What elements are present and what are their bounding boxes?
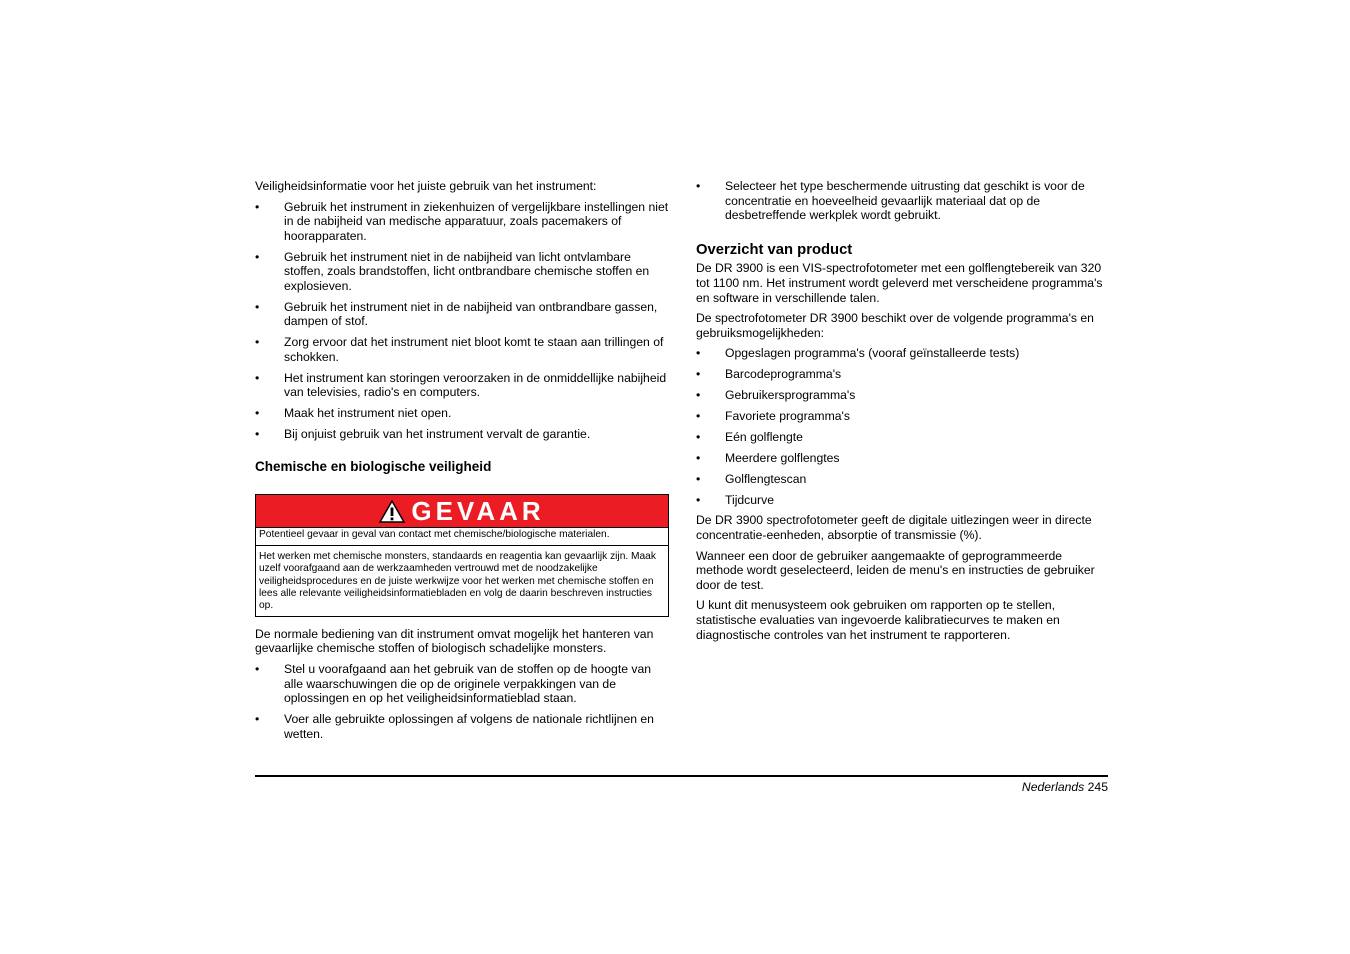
page-number: 245	[1087, 780, 1108, 794]
list-item-text: Meerdere golflengtes	[725, 450, 840, 465]
product-overview-heading: Overzicht van product	[696, 241, 853, 258]
protection-list	[696, 179, 1110, 223]
chem-safety-list	[255, 662, 669, 741]
list-item	[696, 493, 1110, 508]
overview-paragraph-3: De DR 3900 spectrofotometer geeft de digitale uitlezingen weer in directe concentratie-eenheden, absorptie of transmissie (%).	[696, 513, 1092, 543]
bullet-icon: •	[696, 367, 701, 382]
list-item	[696, 430, 1110, 445]
bullet-icon: •	[696, 179, 701, 193]
danger-details: Het werken met chemische monsters, standaards en reagentia kan gevaarlijk zijn. Maak uzelf voorafgaand aan de werkzaamheden vertrouwd met de noodzakelijke veiligheidsprocedures en de juiste werkwijze voor het werken met chemische stoffen en lees alle relevante veiligheidsinformatiebladen en volg de daarin beschreven instructies op.	[259, 550, 656, 612]
bullet-icon: •	[255, 370, 260, 385]
list-item	[255, 406, 669, 421]
page-footer	[1022, 780, 1108, 794]
list-item	[696, 451, 1110, 466]
bullet-icon: •	[255, 406, 260, 421]
bullet-icon: •	[255, 335, 260, 350]
list-item	[696, 472, 1110, 487]
list-item	[696, 346, 1110, 361]
list-item-text: Bij onjuist gebruik van het instrument vervalt de garantie.	[284, 427, 591, 442]
list-item-text: Opgeslagen programma's (vooraf geïnstalleerde tests)	[725, 346, 1020, 361]
list-item-text: Voer alle gebruikte oplossingen af volgens de nationale richtlijnen en wetten.	[284, 711, 654, 741]
chem-bio-heading: Chemische en biologische veiligheid	[255, 458, 492, 474]
list-item	[696, 367, 1110, 382]
list-item-text: Gebruik het instrument niet in de nabijheid van licht ontvlambare stoffen, zoals brandstoffen, licht ontbrandbare chemische stoffen en explosieven.	[284, 249, 650, 293]
bullet-icon: •	[696, 429, 701, 444]
list-item-text: Gebruik het instrument in ziekenhuizen of vergelijkbare instellingen niet in de nabijheid van medische apparatuur, zoals pacemakers of hoorapparaten.	[284, 199, 669, 243]
bullet-icon: •	[255, 427, 260, 442]
list-item-text: Het instrument kan storingen veroorzaken in de onmiddellijke nabijheid van televisies, radio's en computers.	[284, 370, 667, 400]
list-item-text: Selecteer het type beschermende uitrusting dat geschikt is voor de concentratie en hoeveelheid gevaarlijk materiaal dat op de desbetreffende werkplek wordt gebruikt.	[725, 179, 1085, 223]
list-item	[696, 388, 1110, 403]
list-item	[255, 200, 669, 244]
list-item	[255, 427, 669, 442]
overview-paragraph-4: Wanneer een door de gebruiker aangemaakte of geprogrammeerde methode wordt geselecteerd, leiden de menu's en instructies de gebruiker door de test.	[696, 548, 1095, 592]
list-item-text: Maak het instrument niet open.	[284, 406, 452, 421]
bullet-icon: •	[696, 409, 701, 424]
bullet-icon: •	[696, 450, 701, 465]
danger-summary: Potentieel gevaar in geval van contact met chemische/biologische materialen.	[256, 528, 668, 545]
overview-paragraph-1: De DR 3900 is een VIS-spectrofotometer met een golflengtebereik van 320 tot 1100 nm. Het instrument wordt geleverd met verscheidene programma's en software in verschillende talen.	[696, 261, 1103, 305]
list-item-text: Eén golflengte	[725, 429, 803, 444]
bullet-icon: •	[255, 199, 260, 214]
bullet-icon: •	[255, 711, 260, 726]
footer-rule	[255, 775, 1108, 777]
list-item	[255, 335, 669, 364]
list-item-text: Gebruikersprogramma's	[725, 388, 856, 403]
bullet-icon: •	[255, 249, 260, 264]
list-item	[255, 662, 669, 706]
bullet-icon: •	[255, 299, 260, 314]
overview-paragraph-5: U kunt dit menusysteem ook gebruiken om rapporten op te stellen, statistische evaluaties van ingevoerde kalibratiecurves te maken en diagnostische controles van het instrument te rapporteren.	[696, 598, 1060, 642]
bullet-icon: •	[696, 471, 701, 486]
bullet-icon: •	[696, 388, 701, 403]
bullet-icon: •	[696, 346, 701, 361]
list-item	[696, 179, 1110, 223]
normal-use-paragraph: De normale bediening van dit instrument omvat mogelijk het hanteren van gevaarlijke chemische stoffen of biologisch schadelijke monsters.	[255, 626, 654, 656]
list-item	[696, 409, 1110, 424]
danger-signal-word: GEVAAR	[411, 495, 545, 526]
list-item-text: Tijdcurve	[725, 492, 774, 507]
warning-triangle-icon	[379, 500, 405, 523]
list-item	[255, 712, 669, 741]
right-column	[696, 179, 1110, 648]
list-item-text: Barcodeprogramma's	[725, 367, 842, 382]
list-item-text: Stel u voorafgaand aan het gebruik van de stoffen op de hoogte van alle waarschuwingen die op de originele verpakkingen van de oplossingen en op het veiligheidsinformatieblad staan.	[284, 661, 652, 706]
program-list	[696, 346, 1110, 507]
list-item-text: Favoriete programma's	[725, 409, 850, 424]
list-item	[255, 250, 669, 294]
list-item	[255, 371, 669, 400]
overview-paragraph-2: De spectrofotometer DR 3900 beschikt over de volgende programma's en gebruiksmogelijkheden:	[696, 311, 1094, 340]
safety-intro: Veiligheidsinformatie voor het juiste gebruik van het instrument:	[255, 179, 597, 193]
bullet-icon: •	[255, 661, 260, 676]
footer-language: Nederlands	[1021, 780, 1085, 794]
list-item-text: Golflengtescan	[725, 471, 807, 486]
danger-box	[255, 494, 669, 616]
list-item-text: Zorg ervoor dat het instrument niet bloot komt te staan aan trillingen of schokken.	[284, 335, 664, 364]
left-column	[255, 179, 669, 747]
list-item	[255, 300, 669, 329]
danger-header	[256, 495, 668, 528]
safety-list	[255, 200, 669, 442]
bullet-icon: •	[696, 492, 701, 507]
list-item-text: Gebruik het instrument niet in de nabijheid van ontbrandbare gassen, dampen of stof.	[284, 299, 658, 329]
